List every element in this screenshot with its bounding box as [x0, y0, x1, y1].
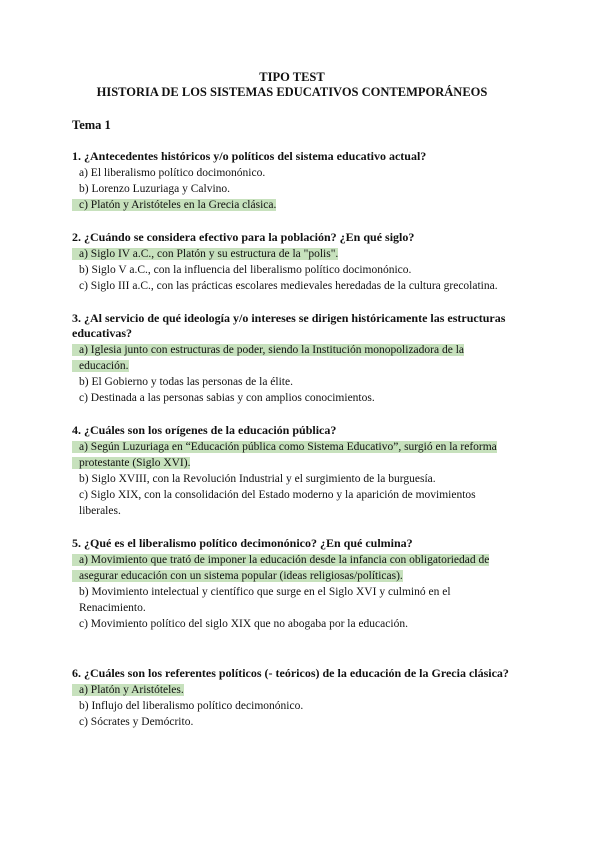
question-5: [72, 536, 512, 632]
section-heading: Tema 1: [72, 118, 111, 132]
option-c: c) Destinada a las personas sabias y con amplios conocimientos.: [79, 392, 375, 404]
option-a-correct: a) Iglesia junto con estructuras de poder, siendo la Institución monopolizadora de la educación.: [72, 342, 512, 374]
question-2: [72, 230, 512, 294]
option-a-correct: a) Según Luzuriaga en “Educación pública como Sistema Educativo”, surgió en la reforma protestante (Siglo XVI).: [72, 439, 512, 471]
option-b: b) Movimiento intelectual y científico que surge en el Siglo XVI y culminó en el Renacimiento.: [79, 586, 451, 614]
option-b: b) Siglo V a.C., con la influencia del liberalismo político docimonónico.: [79, 264, 412, 276]
question-text: 3. ¿Al servicio de qué ideología y/o intereses se dirigen históricamente las estructuras educativas?: [72, 311, 506, 340]
question-text: 1. ¿Antecedentes históricos y/o políticos del sistema educativo actual?: [72, 149, 427, 163]
question-6: [72, 666, 512, 730]
option-c: c) Sócrates y Demócrito.: [79, 716, 194, 728]
document-title: TIPO TEST: [259, 70, 325, 84]
option-a-correct: a) Siglo IV a.C., con Platón y su estructura de la "polis".: [72, 246, 512, 262]
question-3: [72, 311, 512, 406]
option-c: c) Siglo III a.C., con las prácticas escolares medievales heredadas de la cultura grecolatina.: [79, 280, 498, 292]
question-text: 5. ¿Qué es el liberalismo político decimonónico? ¿En qué culmina?: [72, 536, 413, 550]
option-c-correct: c) Platón y Aristóteles en la Grecia clásica.: [72, 197, 512, 213]
option-b: b) Influjo del liberalismo político decimonónico.: [79, 700, 304, 712]
document-subtitle: HISTORIA DE LOS SISTEMAS EDUCATIVOS CONTEMPORÁNEOS: [96, 85, 488, 99]
option-a-correct: a) Movimiento que trató de imponer la educación desde la infancia con obligatoriedad de asegurar educación con un sistema popular (ideas religiosas/políticas).: [72, 552, 512, 584]
option-a: a) El liberalismo político docimonónico.: [79, 167, 266, 179]
question-text: 2. ¿Cuándo se considera efectivo para la población? ¿En qué siglo?: [72, 230, 415, 244]
option-a-correct: a) Platón y Aristóteles.: [72, 682, 512, 698]
question-text: 6. ¿Cuáles son los referentes políticos (- teóricos) de la educación de la Grecia clásica?: [72, 666, 509, 680]
option-b: b) Siglo XVIII, con la Revolución Industrial y el surgimiento de la burguesía.: [79, 473, 436, 485]
option-c: c) Siglo XIX, con la consolidación del Estado moderno y la aparición de movimientos liberales.: [79, 489, 476, 517]
option-b: b) El Gobierno y todas las personas de la élite.: [79, 376, 293, 388]
option-b: b) Lorenzo Luzuriaga y Calvino.: [79, 183, 231, 195]
option-c: c) Movimiento político del siglo XIX que no abogaba por la educación.: [79, 618, 408, 630]
question-text: 4. ¿Cuáles son los orígenes de la educación pública?: [72, 423, 337, 437]
question-1: [72, 149, 512, 213]
question-4: [72, 423, 512, 519]
